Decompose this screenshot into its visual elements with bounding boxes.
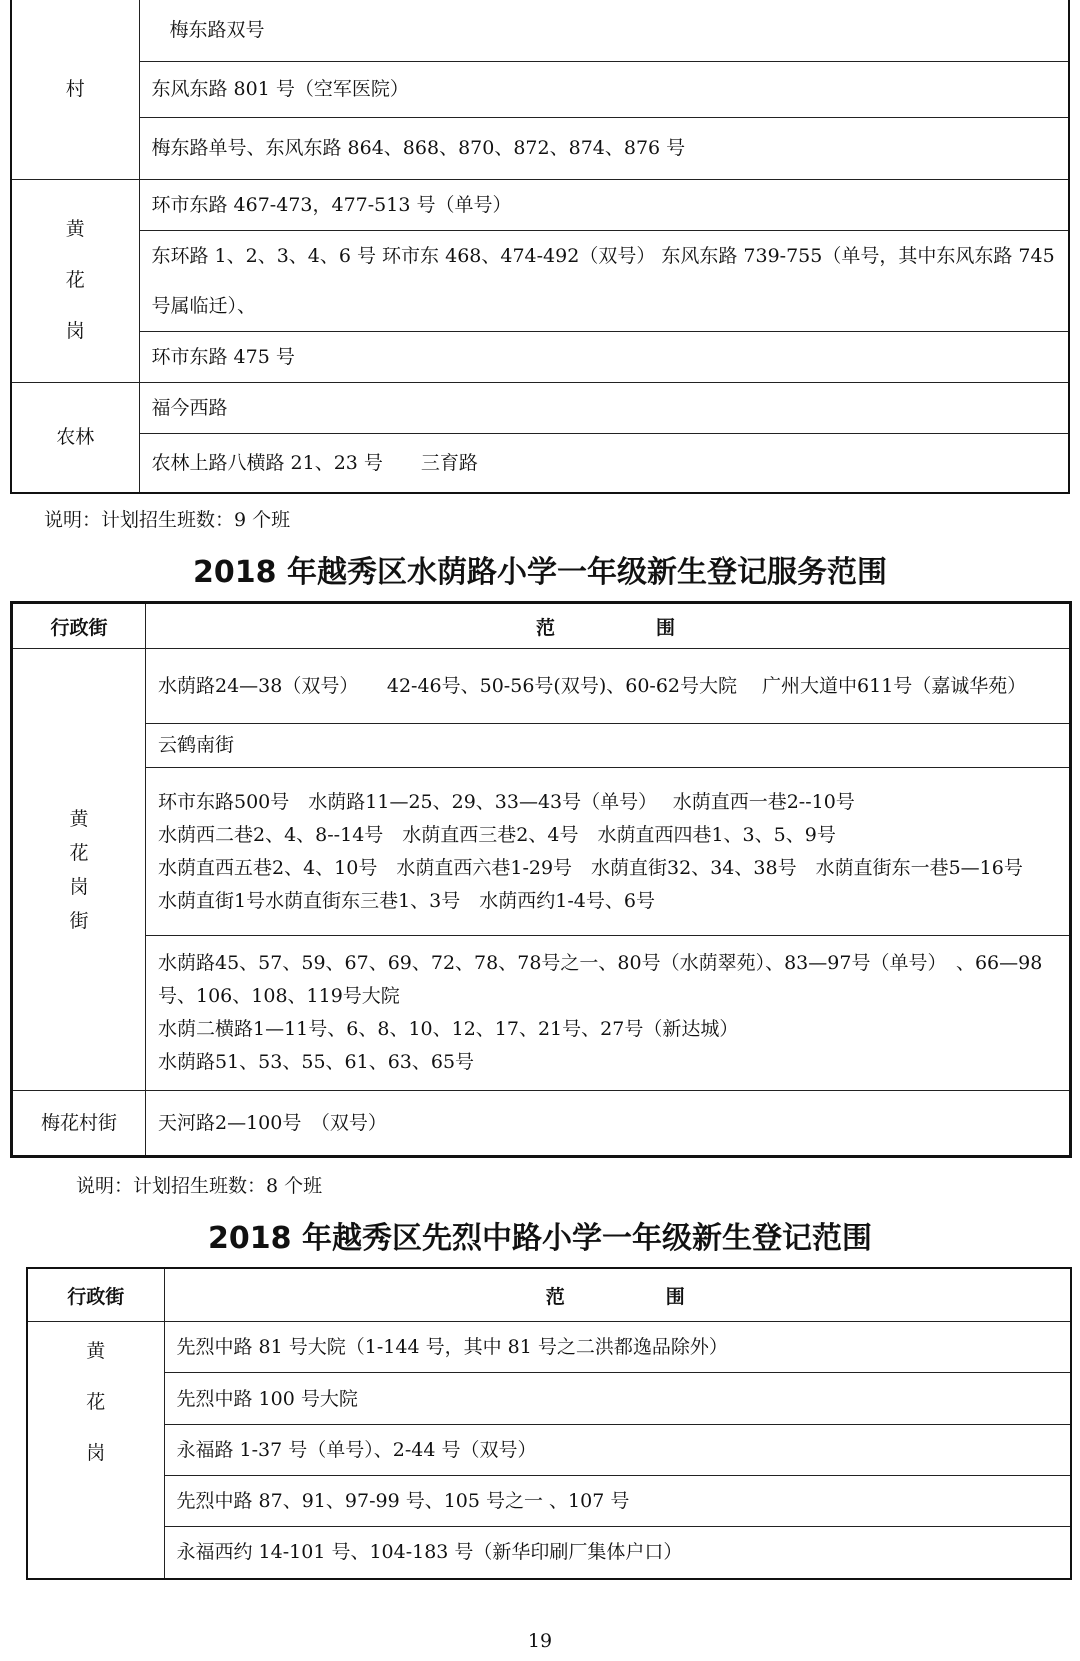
range-cell: 福今西路 bbox=[139, 382, 1069, 433]
header-admin-street: 行政街 bbox=[12, 603, 146, 649]
category-char: 花 bbox=[86, 1391, 106, 1413]
range-cell: 先烈中路 100 号大院 bbox=[164, 1373, 1071, 1425]
category-cell bbox=[12, 649, 146, 1091]
category-char: 黄 bbox=[65, 218, 85, 240]
range-cell: 东风东路 801 号（空军医院） bbox=[139, 61, 1069, 117]
table-row bbox=[11, 179, 1069, 230]
table-row bbox=[11, 0, 1069, 61]
range-cell bbox=[146, 936, 1071, 1091]
category-cell bbox=[11, 0, 139, 179]
range-line: 水荫直街1号水荫直街东三巷1、3号 水荫西约1-4号、6号 bbox=[158, 889, 655, 912]
range-cell: 水荫路24—38（双号） 42-46号、50-56号(双号)、60-62号大院 广州大道中611号（嘉诚华苑） bbox=[146, 649, 1071, 724]
category-char: 黄 bbox=[86, 1340, 106, 1362]
section-title: 2018 年越秀区先烈中路小学一年级新生登记范围 bbox=[208, 1221, 872, 1256]
range-line: 环市东路500号 水荫路11—25、29、33—43号（单号） 水荫直西一巷2--10号 bbox=[158, 790, 855, 813]
table-row bbox=[27, 1322, 1071, 1373]
table-row bbox=[11, 61, 1069, 117]
table-continued bbox=[10, 0, 1070, 494]
range-line: 水荫路51、53、55、61、63、65号 bbox=[158, 1051, 475, 1073]
range-cell: 永福路 1-37 号（单号）、2-44 号（双号） bbox=[164, 1425, 1071, 1476]
category-cell bbox=[11, 179, 139, 382]
category-label: 农林 bbox=[56, 425, 95, 448]
table-header-row bbox=[27, 1268, 1071, 1322]
range-line: 水荫直西五巷2、4、10号 水荫直西六巷1-29号 水荫直街32、34、38号 水荫直街东一巷5—16号 bbox=[158, 856, 1023, 879]
table-row bbox=[11, 117, 1069, 179]
range-cell: 云鹤南街 bbox=[146, 724, 1071, 768]
header-range: 范 围 bbox=[164, 1268, 1071, 1322]
range-cell: 先烈中路 81 号大院（1-144 号，其中 81 号之二洪都逸品除外） bbox=[164, 1322, 1071, 1373]
table-row bbox=[12, 1091, 1071, 1157]
section-title: 2018 年越秀区水荫路小学一年级新生登记服务范围 bbox=[193, 555, 887, 590]
category-cell bbox=[11, 382, 139, 493]
table-header-row bbox=[12, 603, 1071, 649]
table-row bbox=[11, 331, 1069, 382]
range-cell: 先烈中路 87、91、97-99 号、105 号之一 、107 号 bbox=[164, 1476, 1071, 1527]
table-row bbox=[27, 1527, 1071, 1579]
table-row bbox=[12, 649, 1071, 724]
category-label: 村 bbox=[65, 77, 85, 100]
table-row bbox=[11, 230, 1069, 331]
range-cell: 环市东路 467-473，477-513 号（单号） bbox=[139, 179, 1069, 230]
range-line: 水荫二横路1—11号、6、8、10、12、17、21号、27号（新达城） bbox=[158, 1018, 739, 1040]
range-cell: 东环路 1、2、3、4、6 号 环市东 468、474-492（双号） 东风东路 739-755（单号，其中东风东路 745 号属临迁）、 bbox=[139, 230, 1069, 331]
range-cell: 天河路2—100号 （双号） bbox=[146, 1091, 1071, 1157]
header-admin-street: 行政街 bbox=[27, 1268, 164, 1322]
table-row bbox=[12, 936, 1071, 1091]
range-cell: 梅东路双号 bbox=[139, 0, 1069, 61]
range-line: 水荫路45、57、59、67、69、72、78、78号之一、80号（水荫翠苑）、83—97号（单号） 、66—98号、106、108、119号大院 bbox=[158, 952, 1043, 1007]
category-char: 街 bbox=[69, 909, 89, 932]
range-cell bbox=[146, 768, 1071, 936]
category-char: 岗 bbox=[69, 875, 89, 898]
range-cell: 永福西约 14-101 号、104-183 号（新华印刷厂集体户口） bbox=[164, 1527, 1071, 1579]
note-class-count: 说明：计划招生班数：9 个班 bbox=[44, 509, 291, 531]
range-cell: 梅东路单号、东风东路 864、868、870、872、874、876 号 bbox=[139, 117, 1069, 179]
category-char: 岗 bbox=[86, 1442, 106, 1464]
page-number: 19 bbox=[527, 1630, 553, 1652]
table-row bbox=[27, 1373, 1071, 1425]
category-cell bbox=[27, 1322, 164, 1579]
table-row bbox=[27, 1425, 1071, 1476]
range-cell: 环市东路 475 号 bbox=[139, 331, 1069, 382]
table-row bbox=[11, 433, 1069, 493]
table-row bbox=[11, 382, 1069, 433]
table-row bbox=[27, 1476, 1071, 1527]
range-line: 水荫西二巷2、4、8--14号 水荫直西三巷2、4号 水荫直西四巷1、3、5、9号 bbox=[158, 823, 836, 846]
category-char: 黄 bbox=[69, 807, 89, 830]
category-cell: 梅花村街 bbox=[12, 1091, 146, 1157]
range-cell: 农林上路八横路 21、23 号 三育路 bbox=[139, 433, 1069, 493]
note-class-count: 说明：计划招生班数：8 个班 bbox=[76, 1175, 323, 1197]
registration-table-xianliezhonglu bbox=[26, 1267, 1072, 1580]
category-char: 花 bbox=[69, 841, 89, 864]
header-range: 范 围 bbox=[146, 603, 1071, 649]
table-row bbox=[12, 768, 1071, 936]
category-char: 花 bbox=[65, 269, 85, 291]
category-char: 岗 bbox=[65, 320, 85, 342]
table-row bbox=[12, 724, 1071, 768]
registration-table-shuiyinlu bbox=[10, 601, 1072, 1158]
